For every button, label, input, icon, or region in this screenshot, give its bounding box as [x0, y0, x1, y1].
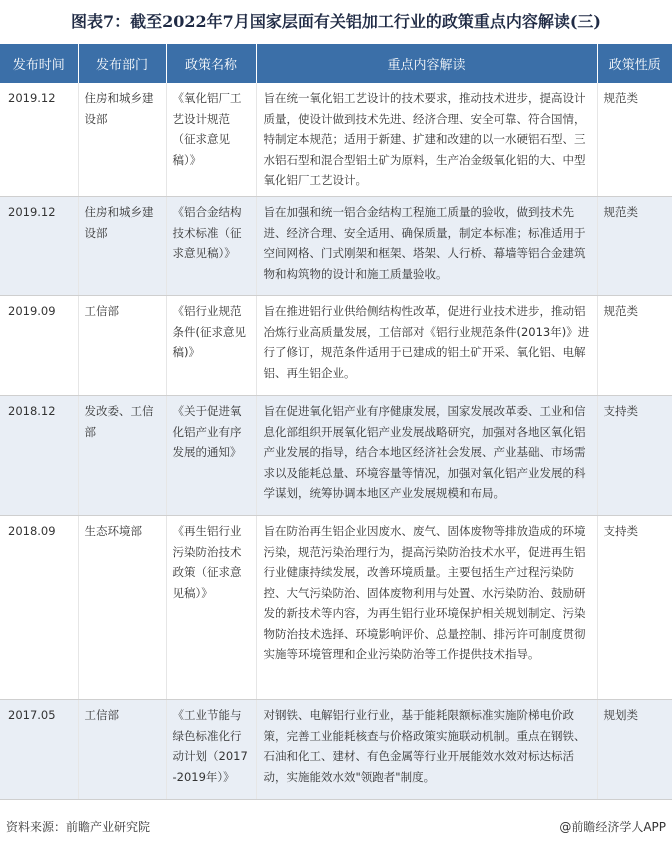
cell-dept: 工信部 [78, 296, 166, 396]
cell-dept: 工信部 [78, 700, 166, 800]
cell-key-content: 旨在加强和统一铝合金结构工程施工质量的验收，做到技术先进、经济合理、安全适用、确保质量，制定本标准；标准适用于空间网格、门式刚架和框架、塔架、人行桥、幕墙等铝合金建筑物和构筑物的设计和施工质量验收。 [256, 197, 597, 296]
cell-policy-nature: 规范类 [597, 83, 672, 197]
cell-key-content: 旨在防治再生铝企业因废水、废气、固体废物等排放造成的环境污染，规范污染治理行为，提高污染防治技术水平，促进再生铝行业健康持续发展，改善环境质量。主要包括生产过程污染防控、大气污染防治、固体废物利用与处置、水污染防治、鼓励研发的新技术等内容，为再生铝行业环境保护相关规划制定、污染物防治技术选择、环境影响评价、总量控制、排污许可制度贯彻实施等环境管理和企业污染防治等工作提供技术指导。 [256, 516, 597, 700]
table-row [0, 83, 672, 197]
table-row [0, 516, 672, 700]
cell-dept: 住房和城乡建设部 [78, 83, 166, 197]
cell-policy-nature: 规划类 [597, 700, 672, 800]
cell-policy-name: 《铝行业规范条件(征求意见稿)》 [166, 296, 256, 396]
cell-dept: 生态环境部 [78, 516, 166, 700]
header-key-content: 重点内容解读 [256, 44, 597, 83]
header-policy-name: 政策名称 [166, 44, 256, 83]
cell-date: 2018.09 [0, 516, 78, 700]
table-row [0, 197, 672, 296]
copyright-note: @前瞻经济学人APP [559, 820, 666, 834]
table-row [0, 700, 672, 800]
cell-policy-name: 《氧化铝厂工艺设计规范（征求意见稿）》 [166, 83, 256, 197]
cell-policy-nature: 规范类 [597, 296, 672, 396]
cell-date: 2017.05 [0, 700, 78, 800]
cell-key-content: 旨在统一氧化铝工艺设计的技术要求，推动技术进步，提高设计质量，使设计做到技术先进、经济合理、安全可靠、符合国情，特制定本规范；适用于新建、扩建和改建的以一水硬铝石型、三水铝石型和混合型铝土矿为原料，生产冶金级氧化铝的大、中型氧化铝厂工艺设计。 [256, 83, 597, 197]
cell-policy-name: 《工业节能与绿色标准化行动计划（2017-2019年）》 [166, 700, 256, 800]
table-title: 图表7：截至2022年7月国家层面有关铝加工行业的政策重点内容解读(三) [71, 12, 601, 31]
table-header [0, 44, 672, 83]
cell-policy-nature: 规范类 [597, 197, 672, 296]
table-row [0, 396, 672, 516]
cell-policy-nature: 支持类 [597, 516, 672, 700]
cell-dept: 住房和城乡建设部 [78, 197, 166, 296]
cell-policy-name: 《铝合金结构技术标准（征求意见稿）》 [166, 197, 256, 296]
cell-policy-name: 《关于促进氧化铝产业有序发展的通知》 [166, 396, 256, 516]
cell-date: 2019.09 [0, 296, 78, 396]
source-note: 资料来源：前瞻产业研究院 [6, 820, 151, 834]
cell-key-content: 对钢铁、电解铝行业行业，基于能耗限额标准实施阶梯电价政策，完善工业能耗核查与价格政策实施联动机制。重点在钢铁、石油和化工、建材、有色金属等行业开展能效水效对标达标活动，实施能效水效"领跑者"制度。 [256, 700, 597, 800]
table-row [0, 296, 672, 396]
cell-dept: 发改委、工信部 [78, 396, 166, 516]
header-policy-nature: 政策性质 [597, 44, 672, 83]
cell-date: 2018.12 [0, 396, 78, 516]
cell-key-content: 旨在推进铝行业供给侧结构性改革，促进行业技术进步，推动铝冶炼行业高质量发展，工信部对《铝行业规范条件(2013年)》进行了修订，规范条件适用于已建成的铝土矿开采、氧化铝、电解铝、再生铝企业。 [256, 296, 597, 396]
footer [0, 812, 672, 845]
cell-key-content: 旨在促进氧化铝产业有序健康发展，国家发展改革委、工业和信息化部组织开展氧化铝产业发展战略研究，加强对各地区氧化铝产业发展的指导，结合本地区经济社会发展、产业基础、市场需求以及能耗总量、环境容量等情况，加强对氧化铝产业发展的科学谋划，统筹协调本地区产业发展规模和布局。 [256, 396, 597, 516]
header-dept: 发布部门 [78, 44, 166, 83]
policy-table [0, 44, 672, 800]
cell-date: 2019.12 [0, 197, 78, 296]
header-date: 发布时间 [0, 44, 78, 83]
cell-policy-name: 《再生铝行业污染防治技术政策（征求意见稿）》 [166, 516, 256, 700]
cell-policy-nature: 支持类 [597, 396, 672, 516]
cell-date: 2019.12 [0, 83, 78, 197]
